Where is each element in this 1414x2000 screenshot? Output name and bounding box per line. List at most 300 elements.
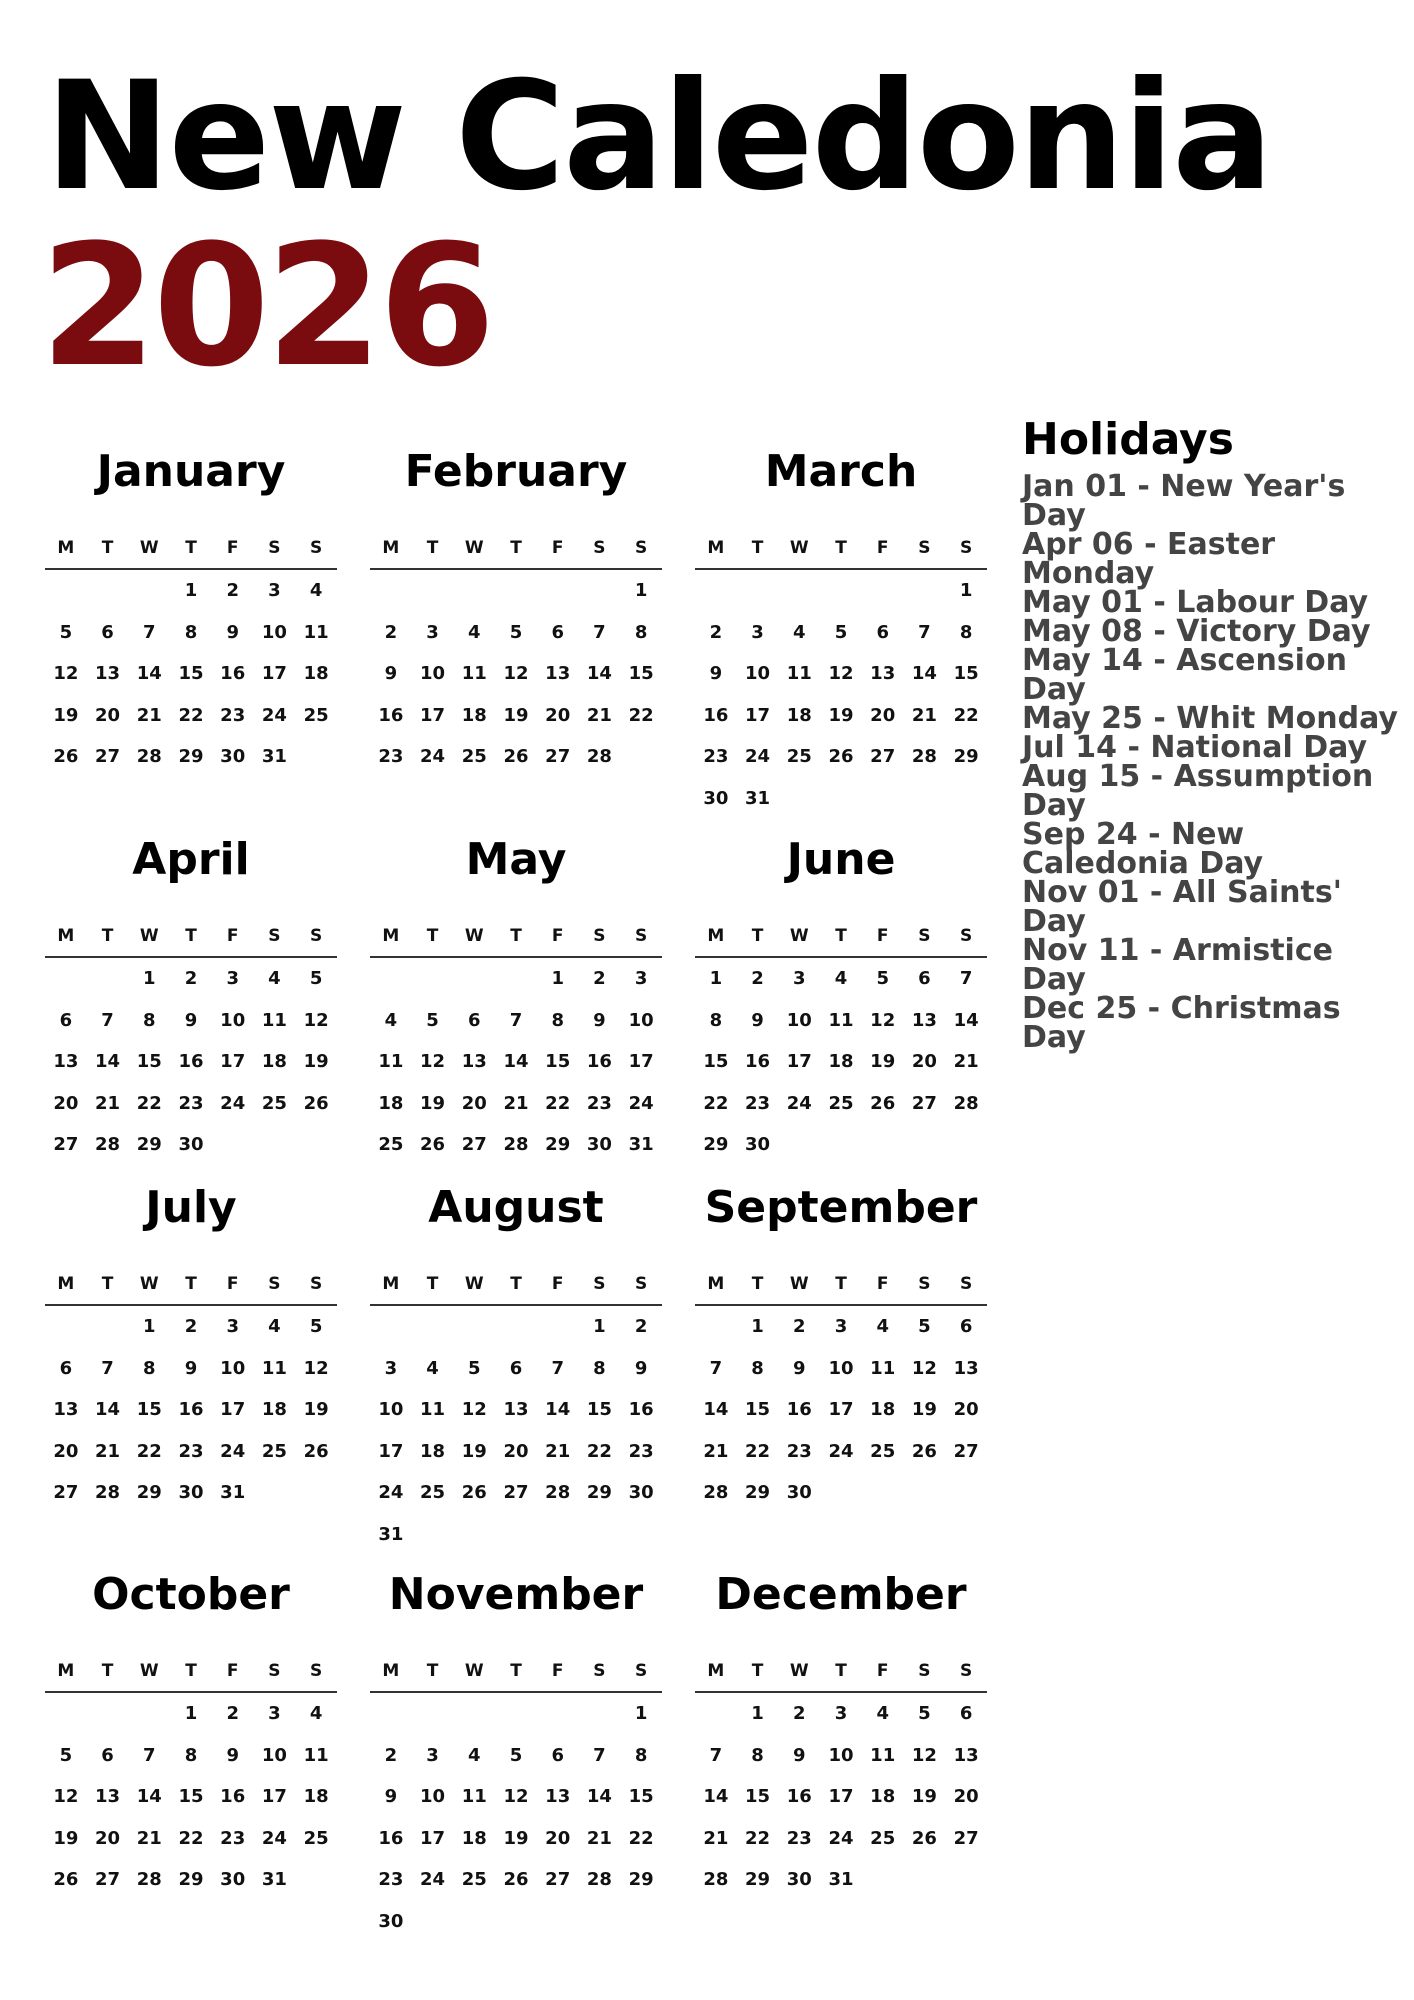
weekday-header [370,1661,662,1693]
weekday-label: S [960,1274,973,1294]
day-cell: 4 [793,621,806,643]
weekday-label: T [751,1661,764,1681]
day-blank [128,1705,170,1747]
day-cell: 12 [53,1786,79,1807]
weekday-label: W [789,538,809,558]
day-cell: 9 [793,1357,806,1379]
day-cell: 4 [309,1703,323,1724]
day-cell: 30 [178,1482,204,1503]
day-cell: 14 [136,1786,162,1807]
day-cell: 9 [384,1786,398,1807]
day-cell: 1 [751,1703,764,1724]
day-blank [370,582,412,624]
holiday-item: Nov 11 - Armistice Day [1022,933,1333,997]
day-cell: 2 [226,1703,239,1724]
day-cell: 23 [786,1827,812,1849]
day-cell: 15 [586,1399,612,1420]
day-cell: 16 [178,1051,204,1072]
day-cell: 12 [303,1009,329,1031]
day-cell: 2 [793,1703,806,1724]
day-cell: 28 [136,746,162,767]
day-cell: 12 [303,1357,329,1379]
day-cell: 13 [545,663,571,684]
day-cell: 28 [586,1869,612,1890]
day-cell: 8 [593,1357,606,1379]
day-cell: 8 [634,621,648,643]
day-cell: 11 [420,1399,446,1420]
day-cell: 12 [461,1399,487,1420]
day-cell: 5 [309,968,323,989]
day-cell: 29 [953,746,979,767]
day-cell: 15 [628,663,654,684]
day-cell: 8 [709,1009,723,1031]
day-cell: 21 [703,1440,729,1462]
weekday-label: S [960,1661,973,1681]
day-cell: 21 [586,704,612,726]
day-cell: 3 [793,968,806,989]
day-cell: 24 [220,1092,246,1114]
holiday-item: Apr 06 - Easter Monday [1022,527,1276,591]
day-cell: 13 [545,1786,571,1807]
day-cell: 29 [745,1869,771,1890]
day-cell: 4 [384,1009,398,1031]
day-cell: 20 [95,704,121,726]
weekday-label: M [707,538,725,558]
month-name: November [388,1569,644,1620]
month-name: June [786,834,896,885]
weekday-label: T [510,1661,522,1681]
day-cell: 21 [95,1440,121,1462]
day-cell: 28 [953,1092,979,1114]
weekday-label: W [139,538,159,558]
day-cell: 24 [420,1869,446,1890]
holiday-item: May 14 - Ascension Day [1022,643,1347,707]
day-cell: 1 [143,1316,156,1337]
day-grid [695,970,987,1178]
day-blank [537,1318,579,1360]
day-cell: 31 [628,1134,654,1155]
month-name: January [96,446,286,497]
weekday-label: M [57,1274,75,1294]
day-grid [45,582,337,790]
day-cell: 31 [220,1482,246,1503]
page-title: New Caledonia [45,50,1272,224]
day-cell: 4 [468,1744,481,1766]
holiday-item: Jul 14 - National Day [1022,730,1368,765]
day-blank [370,970,412,1012]
day-cell: 17 [745,704,771,726]
day-cell: 28 [545,1482,571,1503]
day-cell: 3 [268,580,281,601]
weekday-label: T [510,926,522,946]
month-name: October [92,1569,290,1620]
day-grid [45,1318,337,1526]
month-march [695,446,987,831]
day-cell: 27 [870,746,896,767]
day-cell: 15 [136,1399,162,1420]
day-cell: 8 [143,1009,156,1031]
day-cell: 2 [634,1316,648,1337]
weekday-label: F [876,926,889,946]
day-grid [695,1318,987,1526]
day-cell: 16 [220,663,246,684]
weekday-label: F [876,1661,889,1681]
day-cell: 1 [593,1316,606,1337]
day-blank [695,1705,737,1747]
month-name: July [145,1182,237,1233]
day-cell: 6 [959,1316,973,1337]
weekday-label: W [464,538,484,558]
day-cell: 25 [870,1827,896,1849]
weekday-label: T [185,926,197,946]
weekday-label: S [635,1274,648,1294]
day-cell: 29 [586,1482,612,1503]
day-cell: 28 [503,1134,529,1155]
day-cell: 3 [226,968,239,989]
month-october [45,1569,337,1913]
day-cell: 26 [911,1827,937,1849]
day-cell: 3 [226,1316,239,1337]
weekday-label: S [635,926,648,946]
day-cell: 24 [378,1482,404,1503]
day-cell: 28 [911,746,937,767]
day-cell: 15 [545,1051,571,1072]
weekday-label: M [57,1661,75,1681]
day-cell: 16 [786,1399,812,1420]
day-cell: 2 [226,580,239,601]
holiday-item: May 01 - Labour Day [1022,585,1369,620]
day-cell: 27 [953,1440,979,1462]
day-cell: 1 [751,1316,764,1337]
day-cell: 14 [703,1786,729,1807]
weekday-label: M [382,1274,400,1294]
weekday-label: W [464,1274,484,1294]
day-cell: 15 [953,663,979,684]
day-cell: 1 [709,968,723,989]
day-cell: 30 [745,1134,771,1155]
day-cell: 9 [184,1009,198,1031]
day-cell: 20 [870,704,896,726]
holidays-panel [1022,414,1407,1055]
day-cell: 15 [178,663,204,684]
day-cell: 2 [384,1744,398,1766]
day-cell: 16 [703,704,729,726]
day-cell: 25 [420,1482,446,1503]
day-cell: 19 [303,1051,329,1072]
day-cell: 13 [95,663,121,684]
day-cell: 24 [745,746,771,767]
day-cell: 29 [178,746,204,767]
day-cell: 27 [95,746,121,767]
day-cell: 24 [420,746,446,767]
holiday-item: May 25 - Whit Monday [1022,701,1398,736]
day-cell: 7 [709,1744,723,1766]
day-grid [370,970,662,1178]
day-cell: 12 [53,663,79,684]
day-blank [87,970,129,1012]
day-grid [695,1705,987,1913]
weekday-label: F [226,538,239,558]
day-cell: 25 [828,1092,854,1114]
day-cell: 12 [911,1357,937,1379]
weekday-label: T [185,538,197,558]
calendar-year: 2026 [40,208,492,404]
day-cell: 25 [378,1134,404,1155]
day-cell: 7 [101,1357,114,1379]
weekday-label: S [268,538,281,558]
day-cell: 23 [378,746,404,767]
day-cell: 31 [261,746,287,767]
weekday-label: T [426,1274,439,1294]
day-cell: 6 [468,1009,481,1031]
weekday-label: M [382,1661,400,1681]
day-cell: 19 [911,1399,937,1420]
day-blank [128,582,170,624]
weekday-label: S [960,538,973,558]
day-cell: 21 [953,1051,979,1072]
day-cell: 26 [53,746,79,767]
day-cell: 21 [95,1092,121,1114]
day-cell: 25 [303,1827,329,1849]
day-cell: 13 [953,1357,979,1379]
month-august [370,1182,662,1567]
day-cell: 6 [509,1357,523,1379]
day-cell: 19 [461,1440,487,1462]
weekday-label: S [310,1274,323,1294]
day-cell: 5 [426,1009,439,1031]
weekday-label: S [635,538,648,558]
weekday-label: W [789,1661,809,1681]
day-cell: 4 [268,1316,281,1337]
weekday-label: S [310,926,323,946]
day-cell: 31 [745,787,771,809]
day-cell: 21 [503,1092,529,1114]
day-cell: 22 [745,1827,771,1849]
day-cell: 22 [178,704,204,726]
weekday-label: T [510,1274,522,1294]
day-grid [695,582,987,831]
day-cell: 17 [378,1440,404,1462]
day-cell: 20 [461,1092,487,1114]
weekday-label: W [139,1274,159,1294]
day-cell: 10 [828,1744,854,1766]
day-cell: 9 [751,1009,764,1031]
month-may [370,834,662,1178]
day-cell: 24 [828,1827,854,1849]
day-cell: 25 [870,1440,896,1462]
day-cell: 22 [178,1827,204,1849]
month-december [695,1569,987,1913]
weekday-header [370,926,662,958]
weekday-label: M [707,1661,725,1681]
day-cell: 17 [828,1786,854,1807]
day-cell: 10 [261,1744,287,1766]
month-september [695,1182,987,1526]
day-cell: 18 [261,1399,287,1420]
day-cell: 5 [876,968,889,989]
day-cell: 8 [184,621,198,643]
day-cell: 30 [786,1869,812,1890]
day-cell: 7 [959,968,973,989]
day-grid [45,1705,337,1913]
day-cell: 13 [53,1399,79,1420]
day-cell: 17 [261,1786,287,1807]
day-grid [370,1705,662,1954]
day-cell: 28 [136,1869,162,1890]
day-cell: 27 [911,1092,937,1114]
day-cell: 7 [143,621,156,643]
day-cell: 4 [426,1357,439,1379]
day-cell: 19 [503,1827,529,1849]
day-cell: 18 [378,1092,404,1114]
day-cell: 22 [703,1092,729,1114]
day-cell: 28 [703,1482,729,1503]
day-cell: 17 [828,1399,854,1420]
day-cell: 12 [503,1786,529,1807]
day-blank [87,582,129,624]
day-cell: 6 [101,1744,114,1766]
day-cell: 17 [261,663,287,684]
day-cell: 10 [786,1009,812,1031]
day-blank [453,1705,495,1747]
day-cell: 1 [634,1703,648,1724]
day-blank [370,1318,412,1360]
day-cell: 17 [420,1827,446,1849]
weekday-label: S [593,926,606,946]
day-cell: 28 [586,746,612,767]
day-cell: 18 [870,1786,896,1807]
day-cell: 7 [551,1357,564,1379]
day-cell: 22 [545,1092,571,1114]
day-cell: 2 [793,1316,806,1337]
day-cell: 7 [709,1357,723,1379]
weekday-label: W [464,1661,484,1681]
day-cell: 24 [828,1440,854,1462]
day-cell: 3 [834,1316,848,1337]
weekday-label: T [751,538,764,558]
weekday-label: F [551,1274,564,1294]
day-cell: 19 [53,1827,79,1849]
day-cell: 1 [551,968,564,989]
day-cell: 9 [709,663,723,684]
day-cell: 20 [545,1827,571,1849]
month-january [45,446,337,790]
day-cell: 3 [426,1744,439,1766]
holiday-item: Sep 24 - New Caledonia Day [1022,817,1264,881]
weekday-label: S [310,538,323,558]
weekday-label: W [139,926,159,946]
day-cell: 14 [586,1786,612,1807]
weekday-label: F [551,1661,564,1681]
day-cell: 15 [628,1786,654,1807]
weekday-label: M [707,1274,725,1294]
day-cell: 8 [184,1744,198,1766]
weekday-header [45,538,337,570]
day-cell: 13 [911,1009,937,1031]
weekday-label: T [101,1661,114,1681]
day-cell: 8 [551,1009,564,1031]
day-cell: 17 [420,704,446,726]
day-cell: 22 [586,1440,612,1462]
weekday-label: M [57,926,75,946]
day-cell: 27 [53,1482,79,1503]
day-cell: 5 [309,1316,323,1337]
day-cell: 2 [593,968,606,989]
day-cell: 13 [53,1051,79,1072]
day-cell: 14 [136,663,162,684]
day-blank [87,1318,129,1360]
month-name: May [465,834,567,885]
day-cell: 16 [786,1786,812,1807]
day-cell: 19 [420,1092,446,1114]
month-name: August [428,1182,604,1233]
day-grid [370,582,662,790]
day-cell: 18 [303,1786,329,1807]
day-cell: 1 [959,580,973,601]
day-blank [579,582,621,624]
weekday-label: W [139,1661,159,1681]
day-blank [695,582,737,624]
weekday-label: S [268,1661,281,1681]
day-cell: 8 [634,1744,648,1766]
day-cell: 26 [53,1869,79,1890]
weekday-label: T [426,1661,439,1681]
day-cell: 26 [303,1092,329,1114]
day-cell: 27 [953,1827,979,1849]
day-cell: 18 [461,1827,487,1849]
day-blank [453,1318,495,1360]
day-cell: 31 [378,1523,404,1545]
day-cell: 10 [745,663,771,684]
day-cell: 6 [101,621,114,643]
day-cell: 9 [793,1744,806,1766]
weekday-label: S [593,538,606,558]
weekday-label: T [101,538,114,558]
weekday-header [45,1274,337,1306]
day-cell: 13 [870,663,896,684]
day-cell: 22 [628,704,654,726]
day-grid [370,1318,662,1567]
day-cell: 3 [426,621,439,643]
weekday-label: F [226,1274,239,1294]
day-cell: 27 [53,1134,79,1155]
day-cell: 26 [461,1482,487,1503]
day-cell: 20 [545,704,571,726]
day-cell: 20 [53,1092,79,1114]
weekday-header [370,1274,662,1306]
day-cell: 29 [628,1869,654,1890]
day-cell: 13 [461,1051,487,1072]
day-cell: 18 [786,704,812,726]
day-cell: 10 [420,663,446,684]
day-cell: 20 [53,1440,79,1462]
day-cell: 16 [628,1399,654,1420]
day-cell: 19 [303,1399,329,1420]
weekday-label: F [551,926,564,946]
day-cell: 18 [828,1051,854,1072]
weekday-label: T [835,926,847,946]
day-cell: 15 [703,1051,729,1072]
day-cell: 28 [703,1869,729,1890]
day-cell: 5 [468,1357,481,1379]
weekday-label: F [551,538,564,558]
day-cell: 8 [751,1744,764,1766]
day-cell: 27 [545,1869,571,1890]
day-cell: 31 [828,1869,854,1890]
day-cell: 3 [634,968,648,989]
day-cell: 2 [184,1316,198,1337]
day-cell: 20 [503,1440,529,1462]
